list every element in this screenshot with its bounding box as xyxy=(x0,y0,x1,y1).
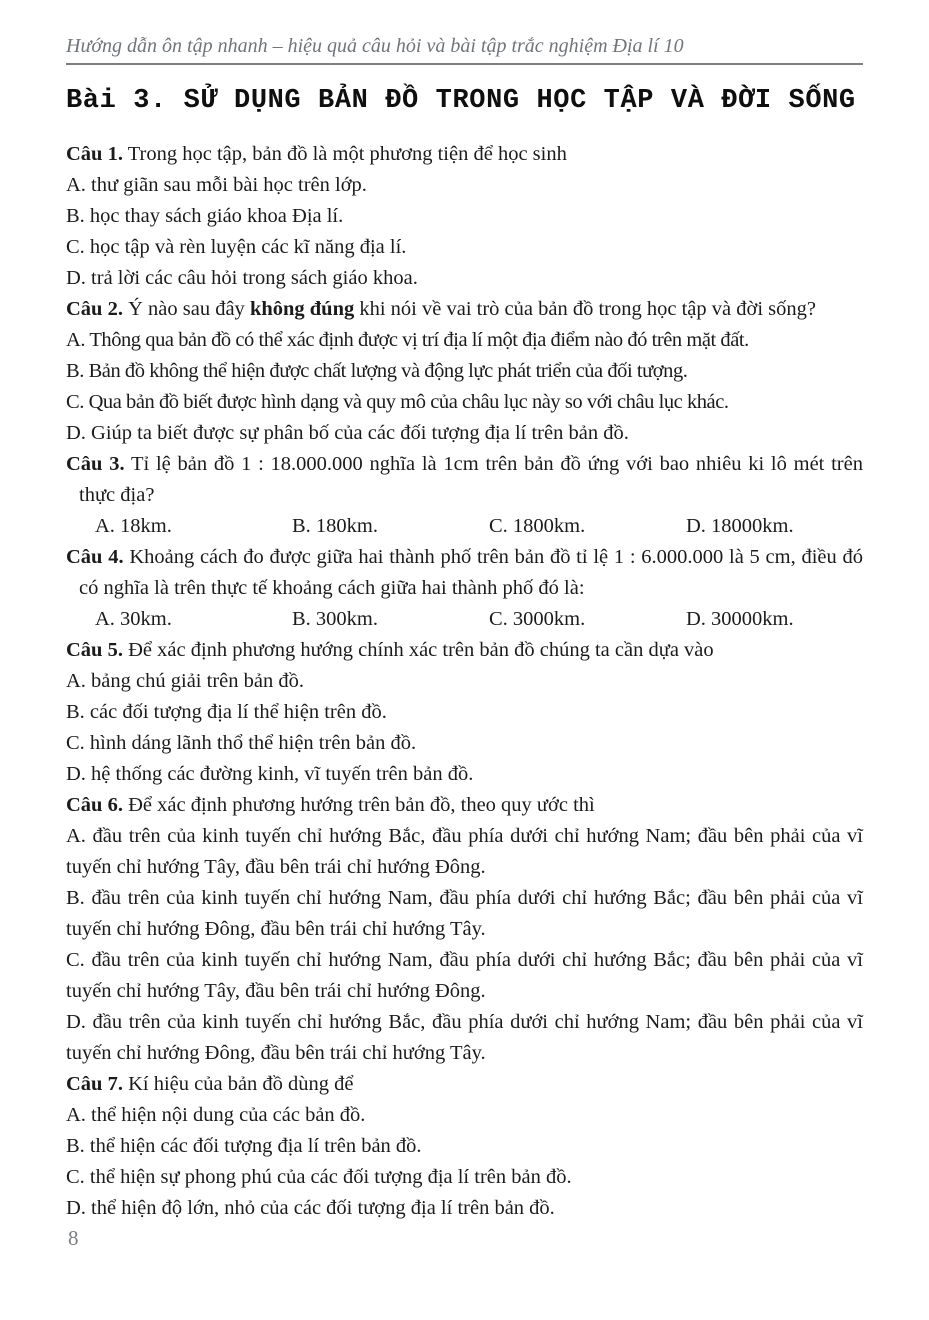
question-4-option-a: A. 30km. xyxy=(95,608,172,630)
question-7-body: Kí hiệu của bản đồ dùng để xyxy=(122,1073,354,1095)
question-5-option-a: A. bảng chú giải trên bản đồ. xyxy=(66,670,304,692)
question-7 xyxy=(66,1069,863,1224)
question-3-option-a: A. 18km. xyxy=(95,515,172,537)
question-4-body: Khoảng cách đo được giữa hai thành phố trên bản đồ tỉ lệ 1 : 6.000.000 là 5 cm, điều đó có nghĩa là trên thực tế khoảng cách giữa hai thành phố đó là: xyxy=(79,546,863,599)
question-2-option-a: A. Thông qua bản đồ có thể xác định được vị trí địa lí một địa điểm nào đó trên mặt đất. xyxy=(66,329,749,351)
question-2-text xyxy=(66,294,863,325)
question-7-text xyxy=(66,1069,863,1100)
question-5 xyxy=(66,635,863,790)
question-2-body-pre: Ý nào sau đây xyxy=(122,298,250,320)
question-5-body: Để xác định phương hướng chính xác trên bản đồ chúng ta cần dựa vào xyxy=(122,639,714,661)
question-2 xyxy=(66,294,863,449)
running-header-text: Hướng dẫn ôn tập nhanh – hiệu quả câu hỏi và bài tập trắc nghiệm Địa lí 10 xyxy=(66,35,684,57)
question-5-option-b: B. các đối tượng địa lí thể hiện trên đồ. xyxy=(66,701,387,723)
question-4-label: Câu 4. xyxy=(66,546,124,568)
question-5-label: Câu 5. xyxy=(66,639,123,661)
question-3-label: Câu 3. xyxy=(66,453,125,475)
question-2-body-post: khi nói về vai trò của bản đồ trong học tập và đời sống? xyxy=(354,298,816,320)
page-number: 8 xyxy=(68,1226,79,1250)
question-3-option-row xyxy=(95,511,863,542)
question-2-option-b: B. Bản đồ không thể hiện được chất lượng và động lực phát triển của đối tượng. xyxy=(66,360,688,382)
question-7-option-b: B. thể hiện các đối tượng địa lí trên bản đồ. xyxy=(66,1135,422,1157)
question-6-option-c: C. đầu trên của kinh tuyến chỉ hướng Nam, đầu phía dưới chỉ hướng Bắc; đầu bên phải của vĩ tuyến chỉ hướng Tây, đầu bên trái chỉ hướng Đông. xyxy=(66,949,863,1002)
question-3 xyxy=(66,449,863,542)
question-6-label: Câu 6. xyxy=(66,794,123,816)
question-6-body: Để xác định phương hướng trên bản đồ, theo quy ước thì xyxy=(122,794,595,816)
question-2-option-d: D. Giúp ta biết được sự phân bố của các đối tượng địa lí trên bản đồ. xyxy=(66,422,629,444)
question-6-option-a: A. đầu trên của kinh tuyến chỉ hướng Bắc, đầu phía dưới chỉ hướng Nam; đầu bên phải của vĩ tuyến chỉ hướng Tây, đầu bên trái chỉ hướng Đông. xyxy=(66,825,863,878)
question-5-option-c: C. hình dáng lãnh thổ thể hiện trên bản đồ. xyxy=(66,732,417,754)
question-1 xyxy=(66,139,863,294)
question-2-label: Câu 2. xyxy=(66,298,123,320)
question-3-body: Tỉ lệ bản đồ 1 : 18.000.000 nghĩa là 1cm trên bản đồ ứng với bao nhiêu ki lô mét trên thực địa? xyxy=(79,453,863,506)
question-3-text xyxy=(66,449,863,511)
question-1-option-a: A. thư giãn sau mỗi bài học trên lớp. xyxy=(66,174,367,196)
question-3-option-b: B. 180km. xyxy=(292,515,378,537)
question-7-option-a: A. thể hiện nội dung của các bản đồ. xyxy=(66,1104,366,1126)
question-4-option-b: B. 300km. xyxy=(292,608,378,630)
question-1-body: Trong học tập, bản đồ là một phương tiện để học sinh xyxy=(122,143,567,165)
question-7-option-c: C. thể hiện sự phong phú của các đối tượng địa lí trên bản đồ. xyxy=(66,1166,572,1188)
question-2-option-c: C. Qua bản đồ biết được hình dạng và quy mô của châu lục này so với châu lục khác. xyxy=(66,391,729,413)
question-3-option-c: C. 1800km. xyxy=(489,515,586,537)
question-4-option-d: D. 30000km. xyxy=(686,608,794,630)
question-list xyxy=(66,139,863,1224)
question-7-label: Câu 7. xyxy=(66,1073,123,1095)
question-1-text xyxy=(66,139,863,170)
question-1-option-c: C. học tập và rèn luyện các kĩ năng địa lí. xyxy=(66,236,407,258)
question-4-option-c: C. 3000km. xyxy=(489,608,586,630)
question-1-option-d: D. trả lời các câu hỏi trong sách giáo khoa. xyxy=(66,267,418,289)
question-6-text xyxy=(66,790,863,821)
question-6-option-d: D. đầu trên của kinh tuyến chỉ hướng Bắc, đầu phía dưới chỉ hướng Nam; đầu bên phải của vĩ tuyến chỉ hướng Đông, đầu bên trái chỉ hướng Tây. xyxy=(66,1011,863,1064)
question-5-option-d: D. hệ thống các đường kinh, vĩ tuyến trên bản đồ. xyxy=(66,763,474,785)
question-4 xyxy=(66,542,863,635)
question-4-text xyxy=(66,542,863,604)
question-1-option-b: B. học thay sách giáo khoa Địa lí. xyxy=(66,205,344,227)
question-1-label: Câu 1. xyxy=(66,143,123,165)
question-3-option-d: D. 18000km. xyxy=(686,515,794,537)
question-6 xyxy=(66,790,863,1069)
question-6-option-b: B. đầu trên của kinh tuyến chỉ hướng Nam, đầu phía dưới chỉ hướng Bắc; đầu bên phải của vĩ tuyến chỉ hướng Đông, đầu bên trái chỉ hướng Tây. xyxy=(66,887,863,940)
question-4-option-row xyxy=(95,604,863,635)
lesson-title: Bài 3. SỬ DỤNG BẢN ĐỒ TRONG HỌC TẬP VÀ ĐỜI SỐNG xyxy=(66,86,856,116)
question-2-body-bold: không đúng xyxy=(249,298,355,320)
running-header xyxy=(66,34,863,65)
question-5-text xyxy=(66,635,863,666)
question-7-option-d: D. thể hiện độ lớn, nhỏ của các đối tượng địa lí trên bản đồ. xyxy=(66,1197,555,1219)
